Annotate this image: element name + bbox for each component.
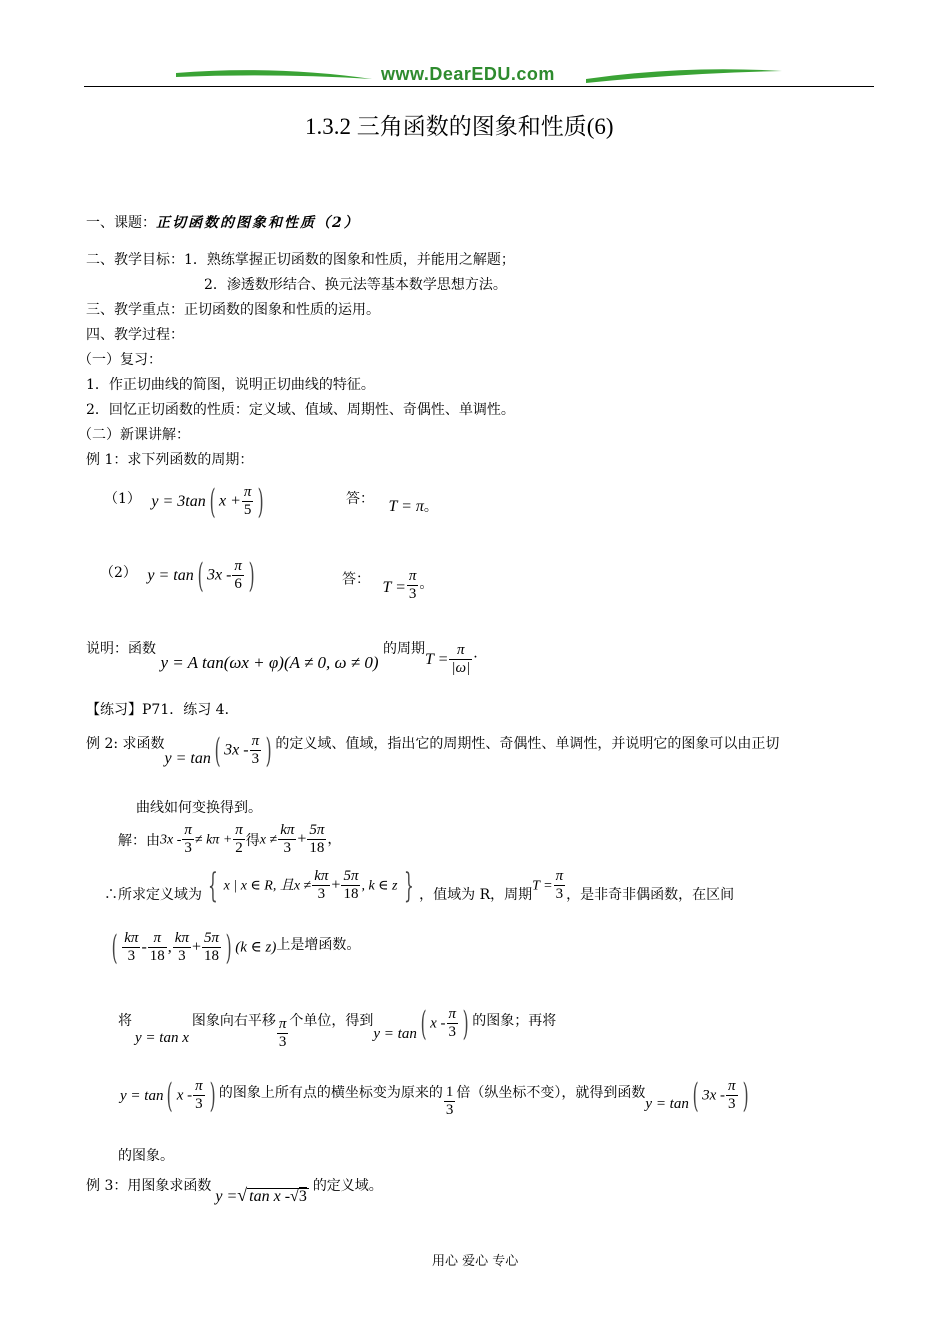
answer-label-2: 答： (342, 571, 370, 588)
sqrt-3: 3 (298, 1188, 307, 1205)
left-brace: { (207, 865, 218, 906)
example2-label: 例 2: 求函数 (86, 736, 165, 752)
left-paren: ( (692, 1075, 699, 1116)
left-paren: ( (420, 1003, 427, 1044)
inner-sqrt-icon: √ (290, 1188, 299, 1205)
example2-line (86, 730, 780, 771)
goal-1: 1．熟练掌握正切函数的图象和性质，并能用之解题； (184, 252, 515, 268)
tan-x-minus: y = tan (373, 1025, 417, 1042)
k-in-z: (k ∈ z) (235, 939, 277, 956)
solution-line (118, 822, 341, 857)
trans-g: 的图象。 (118, 1148, 174, 1164)
right-paren: ) (742, 1075, 749, 1116)
solution-label: 解：由 (118, 833, 160, 849)
note-label: 说明：函数 (86, 641, 156, 657)
left-paren: ( (111, 927, 118, 968)
plus-sign: + (297, 830, 307, 848)
answer-label: 答： (346, 491, 374, 507)
fraction-pi-3: $\frac{\pi}{3}$ (408, 568, 417, 602)
review-item-1: 1．作正切曲线的简图，说明正切曲线的特征。 (86, 377, 375, 393)
range-text: ，值域为 R，周期 (419, 887, 533, 903)
example3-line (86, 1175, 383, 1205)
example3-y: y = (215, 1188, 238, 1205)
example3-label: 例 3：用图象求函数 (86, 1178, 212, 1194)
answer-2-end: 。 (419, 575, 434, 592)
note-formula: y = A tan(ωx + φ)(A ≠ 0, ω ≠ 0) (160, 652, 379, 672)
p2-formula: y = tan (147, 566, 194, 584)
fraction-pi-3: $\frac{\pi}{3}$ (555, 868, 564, 902)
review-item-2: 2．回忆正切函数的性质：定义域、值域、周期性、奇偶性、单调性。 (86, 402, 515, 418)
answer-1 (346, 488, 438, 515)
section-focus: 三、教学重点：正切函数的图象和性质的运用。 (86, 302, 380, 318)
trans-c: 个单位，得到 (289, 1013, 374, 1029)
right-paren: ) (462, 1003, 469, 1044)
answer-2-value: T = (382, 578, 406, 596)
fraction-5pi-18: $\frac{5\pi}{18}$ (343, 868, 359, 902)
topic-text: 正切函数的图象和性质（2） (156, 215, 360, 231)
fraction-kpi-3: $\frac{k\pi}{3}$ (124, 930, 139, 964)
practice-line: 【练习】P71．练习 4． (86, 702, 239, 718)
swoosh-left-icon (174, 63, 374, 87)
example2-expr: y = tan (164, 749, 211, 767)
example3-end: 的定义域。 (312, 1178, 383, 1194)
right-paren: ) (248, 555, 255, 596)
fraction-pi-3: $\frac{\pi}{3}$ (448, 1006, 457, 1040)
p2-label: （2） (100, 565, 137, 581)
fraction-pi-18: $\frac{\pi}{18}$ (149, 930, 165, 964)
transform-line-1 (118, 1003, 557, 1050)
brand-logo: www.DearEDU.com (381, 64, 555, 84)
p1-formula: y = 3tan (151, 492, 206, 510)
plus-sign: + (331, 876, 341, 894)
fraction-5pi-18: $\frac{5\pi}{18}$ (204, 930, 220, 964)
left-paren: ( (167, 1075, 174, 1116)
newlesson-heading: （二）新课讲解： (78, 427, 190, 443)
fraction-pi-3: $\frac{\pi}{3}$ (251, 733, 260, 767)
tan-x-minus: y = tan (120, 1087, 164, 1104)
p1-inner: x + (218, 492, 241, 510)
interval-comma: , (167, 938, 172, 956)
trans-f: 倍（纵坐标不变），就得到函数 (456, 1085, 646, 1101)
right-paren: ) (258, 481, 265, 522)
right-paren: ) (225, 927, 232, 968)
example2-text2: 曲线如何变换得到。 (136, 800, 262, 816)
sqrt-body (247, 1188, 309, 1205)
fraction-kpi-3: $\frac{k\pi}{3}$ (280, 822, 295, 856)
inner-3x: 3x - (702, 1087, 726, 1104)
note-line (86, 636, 478, 676)
therefore-text: ∴所求定义域为 (104, 887, 202, 903)
fraction-5pi-18: $\frac{5\pi}{18}$ (309, 822, 325, 856)
sol-d: x ≠ (259, 832, 278, 848)
note-mid: 的周期 (382, 641, 425, 657)
increasing-text: 上是增函数。 (276, 937, 361, 953)
fraction-kpi-3: $\frac{k\pi}{3}$ (174, 930, 189, 964)
trans-a: 将 (118, 1013, 132, 1029)
goals-label: 二、教学目标： (86, 252, 184, 268)
trans-e: 的图象上所有点的横坐标变为原来的 (218, 1085, 443, 1101)
range-T: T = (532, 878, 553, 894)
left-paren: ( (214, 730, 221, 771)
trans-b: 图象向右平移 (191, 1013, 276, 1029)
note-end: . (473, 645, 478, 662)
page-footer: 用心 爱心 专心 (432, 1254, 519, 1269)
answer-2 (342, 562, 434, 602)
fraction-pi-6: $\frac{\pi}{6}$ (234, 558, 242, 592)
set-a: x | x ∈ R, 且x ≠ (223, 878, 312, 894)
topic-label: 一、课题： (86, 215, 156, 231)
example1-problem-1 (104, 481, 268, 522)
fraction-pi-5: $\frac{\pi}{5}$ (243, 484, 252, 518)
right-paren: ) (265, 730, 272, 771)
answer-1-value: T = π (388, 498, 424, 515)
fraction-pi-2: $\frac{\pi}{2}$ (235, 822, 243, 856)
note-T: T = (424, 650, 449, 668)
goal-2: 2．渗透数形结合、换元法等基本数学思想方法。 (204, 277, 507, 293)
x-minus: x - (430, 1015, 446, 1032)
review-heading: （一）复习： (78, 352, 162, 368)
transform-line-2 (120, 1075, 752, 1118)
page-title: 1.3.2 三角函数的图象和性质(6) (305, 114, 614, 139)
fraction-pi-3: $\frac{\pi}{3}$ (728, 1078, 736, 1112)
answer-1-end: 。 (423, 499, 438, 515)
sol-a: 3x - (160, 832, 182, 848)
fraction-kpi-3: $\frac{k\pi}{3}$ (314, 868, 329, 902)
sol-comma: ， (327, 831, 342, 848)
sol-c: 得 (245, 833, 260, 849)
fraction-pi-3: $\frac{\pi}{3}$ (184, 822, 192, 856)
p1-label: （1） (104, 491, 141, 507)
sqrt-inner: tan x - (249, 1188, 291, 1205)
x-minus: x - (176, 1087, 193, 1104)
section-process: 四、教学过程： (86, 327, 184, 343)
minus-sign: - (141, 938, 147, 956)
range-end: ，是非奇非偶函数，在区间 (566, 887, 735, 903)
example1-problem-2 (100, 555, 258, 596)
example2-text1: 的定义域、值域，指出它的周期性、奇偶性、单调性，并说明它的图象可以由正切 (275, 736, 780, 752)
plus-sign: + (191, 938, 201, 956)
left-paren: ( (197, 555, 204, 596)
set-b: , k ∈ z (361, 878, 398, 894)
fraction-pi-3: $\frac{\pi}{3}$ (278, 1016, 287, 1050)
section-goals (86, 249, 515, 269)
header-rule (84, 86, 874, 87)
tan-3x-minus: y = tan (645, 1095, 689, 1112)
sol-b: ≠ kπ + (194, 832, 233, 848)
trans-y: y = tan x (135, 1029, 189, 1046)
example2-inner: 3x - (224, 741, 249, 759)
domain-line (104, 865, 735, 906)
trans-d: 的图象；再将 (472, 1013, 557, 1029)
fraction-1-3: $\frac{1}{3}$ (445, 1084, 454, 1118)
p2-inner: 3x - (206, 566, 232, 584)
left-paren: ( (209, 481, 216, 522)
right-paren: ) (209, 1075, 216, 1116)
swoosh-right-icon (584, 63, 784, 87)
sqrt-icon: √ (237, 1185, 248, 1205)
fraction-pi-omega: $\frac{\pi}{|\omega|}$ (451, 642, 471, 676)
example1-heading: 例 1：求下列函数的周期： (86, 452, 254, 468)
fraction-pi-3: $\frac{\pi}{3}$ (195, 1078, 203, 1112)
header-banner (84, 60, 874, 90)
right-brace: } (403, 865, 414, 906)
section-topic (86, 212, 360, 232)
interval-line (108, 927, 361, 968)
